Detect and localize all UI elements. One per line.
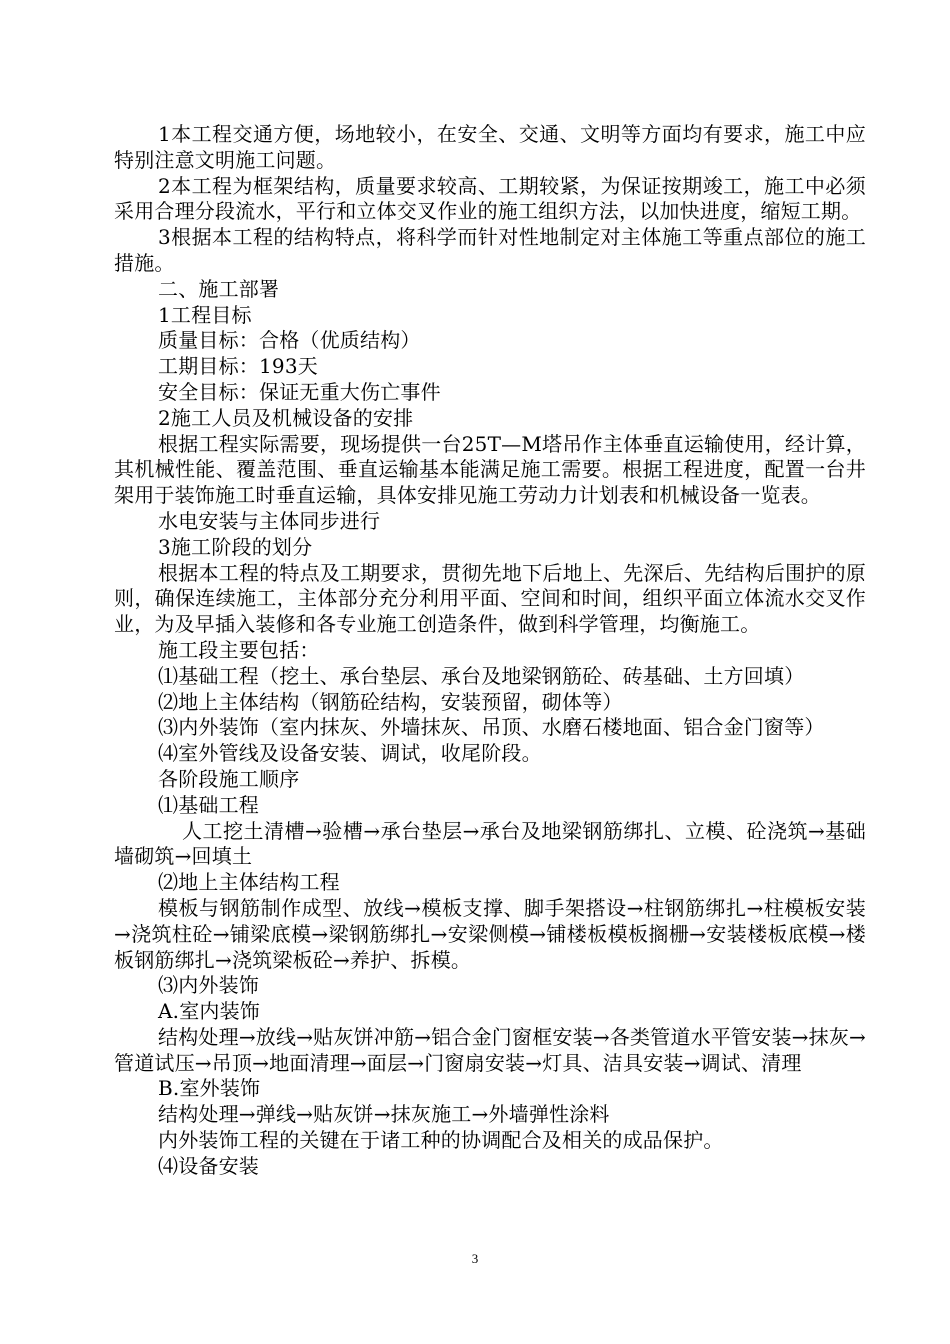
subheading-project-goals: 1工程目标 (158, 302, 252, 327)
sequence-heading-indoor: A.室内装饰 (158, 999, 261, 1024)
paragraph-phases-intro: 施工段主要包括： (158, 637, 320, 662)
paragraph-traffic-note: 1本工程交通方便，场地较小，在安全、交通、文明等方面均有要求，施工中应特别注意文明施工问题。 (114, 122, 866, 172)
paragraph-structure-note: 2本工程为框架结构，质量要求较高、工期较紧，为保证按期竣工，施工中必须采用合理分段流水，平行和立体交叉作业的施工组织方法，以加快进度，缩短工期。 (114, 173, 866, 224)
list-item-phase-main-structure: ⑵地上主体结构（钢筋砼结构，安装预留，砌体等） (158, 689, 623, 714)
goal-safety: 安全目标：保证无重大伤亡事件 (158, 379, 441, 404)
paragraph-decoration-key: 内外装饰工程的关键在于诸工种的协调配合及相关的成品保护。 (158, 1128, 724, 1153)
document-body (114, 122, 866, 1180)
subheading-sequence: 各阶段施工顺序 (158, 766, 300, 791)
paragraph-equipment-arrangement: 根据工程实际需要，现场提供一台25T—M塔吊作主体垂直运输使用，经计算，其机械性能、覆盖范围、垂直运输基本能满足施工需要。根据工程进度，配置一台井架用于装饰施工时垂直运输，具体安排见施工劳动力计划表和机械设备一览表。 (114, 431, 866, 508)
sequence-foundation-steps: 人工挖土清槽→验槽→承台垫层→承台及地梁钢筋绑扎、立模、砼浇筑→基础墙砌筑→回填土 (114, 818, 866, 869)
goal-quality: 质量目标：合格（优质结构） (158, 328, 421, 353)
subheading-phase-division: 3施工阶段的划分 (158, 534, 313, 559)
list-item-phase-foundation: ⑴基础工程（挖土、承台垫层、承台及地梁钢筋砼、砖基础、土方回填） (158, 663, 805, 688)
paragraph-key-measures: 3根据本工程的结构特点，将科学而针对性地制定对主体施工等重点部位的施工措施。 (114, 225, 866, 275)
sequence-heading-equipment: ⑷设备安装 (158, 1153, 259, 1178)
sequence-main-structure-steps: 模板与钢筋制作成型、放线→模板支撑、脚手架搭设→柱钢筋绑扎→柱模板安装→浇筑柱砼→铺梁底模→梁钢筋绑扎→安梁侧模→铺楼板模板搁栅→安装楼板底模→楼板钢筋绑扎→浇筑梁板砼→养护、拆模。 (114, 895, 866, 972)
paragraph-mep-sync: 水电安装与主体同步进行 (158, 508, 381, 533)
sequence-outdoor-steps: 结构处理→弹线→贴灰饼→抹灰施工→外墙弹性涂料 (158, 1102, 610, 1127)
sequence-heading-main-structure: ⑵地上主体结构工程 (158, 870, 340, 895)
sequence-heading-foundation: ⑴基础工程 (158, 792, 259, 817)
page-number: 3 (471, 1251, 479, 1266)
sequence-heading-outdoor: B.室外装饰 (158, 1076, 261, 1101)
sequence-indoor-steps: 结构处理→放线→贴灰饼冲筋→铝合金门窗框安装→各类管道水平管安装→抹灰→管道试压→吊顶→地面清理→面层→门窗扇安装→灯具、洁具安装→调试、清理 (114, 1024, 866, 1075)
paragraph-phase-principles: 根据本工程的特点及工期要求，贯彻先地下后地上、先深后、先结构后围护的原则，确保连续施工，主体部分充分利用平面、空间和时间，组织平面立体流水交叉作业，为及早插入装修和各专业施工创造条件，做到科学管理，均衡施工。 (114, 560, 866, 637)
sequence-heading-decoration: ⑶内外装饰 (158, 973, 259, 998)
list-item-phase-outdoor: ⑷室外管线及设备安装、调试，收尾阶段。 (158, 741, 542, 766)
subheading-staff-equipment: 2施工人员及机械设备的安排 (158, 405, 414, 430)
list-item-phase-decoration: ⑶内外装饰（室内抹灰、外墙抹灰、吊顶、水磨石楼地面、铝合金门窗等） (158, 715, 825, 740)
section-heading-deployment: 二、施工部署 (158, 276, 280, 301)
goal-schedule: 工期目标：193天 (158, 354, 318, 379)
